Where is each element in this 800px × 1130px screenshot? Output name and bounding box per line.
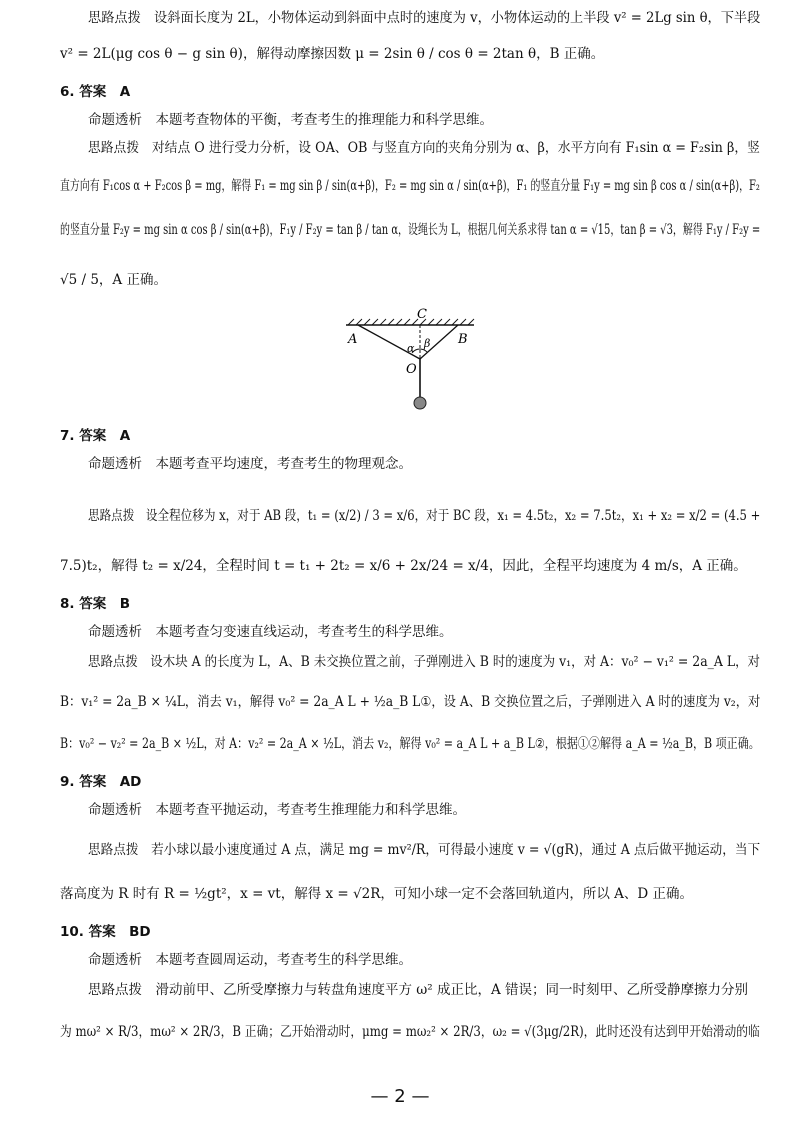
answer-heading: 8. 答案 B [60,596,131,612]
label-o: O [406,362,417,377]
label-b: B [458,332,468,347]
text-line: 思路点拨 设全程位移为 x，对于 AB 段，t₁ = (x/2) / 3 = x/6，对于 BC 段，x₁ = 4.5t₂，x₂ = 7.5t₂，x₁ + x₂ = x/2 = (4.5 + [88,508,761,524]
text-line: 思路点拨 对结点 O 进行受力分析，设 OA、OB 与竖直方向的夹角分别为 α、β，水平方向有 F₁sin α = F₂sin β，竖 [88,140,760,156]
text-line: 7.5)t₂，解得 t₂ = x/24，全程时间 t = t₁ + 2t₂ = x/6 + 2x/24 = x/4，因此，全程平均速度为 4 m/s，A 正确。 [60,558,747,574]
label-a: A [348,332,358,347]
text-line: 为 mω² × R/3，mω² × 2R/3，B 正确；乙开始滑动时，μmg = mω₂² × 2R/3，ω₂ = √(3μg/2R)，此时还没有达到甲开始滑动的临 [60,1024,760,1040]
text-line: 直方向有 F₁cos α + F₂cos β = mg，解得 F₁ = mg sin β / sin(α+β)，F₂ = mg sin α / sin(α+β)，F₁ 的竖直分量 F₁y = mg sin β cos α / sin(α+β)，F₂ [60,178,760,194]
answer-heading: 9. 答案 AD [60,774,142,790]
label-alpha: α [407,342,415,355]
force-diagram [330,305,490,415]
text-line: B：v₀² − v₂² = 2a_B × ½L，对 A：v₂² = 2a_A × ½L，消去 v₂，解得 v₀² = a_A L + a_B L②，根据①②解得 a_A = ½a_B，B 项正确。 [60,736,760,752]
text-line: 思路点拨 若小球以最小速度通过 A 点，满足 mg = mv²/R，可得最小速度 v = √(gR)，通过 A 点后做平抛运动，当下 [88,842,761,858]
text-line: B：v₁² = 2a_B × ¼L，消去 v₁，解得 v₀² = 2a_A L + ½a_B L①，设 A、B 交换位置之后，子弹刚进入 A 时的速度为 v₂，对 [60,694,761,710]
text-line: 命题透析 本题考查平均速度，考查考生的物理观念。 [88,456,412,472]
text-line: 思路点拨 滑动前甲、乙所受摩擦力与转盘角速度平方 ω² 成正比，A 错误；同一时刻甲、乙所受静摩擦力分别 [88,982,749,998]
text-line: 思路点拨 设木块 A 的长度为 L，A、B 未交换位置之前，子弹刚进入 B 时的速度为 v₁，对 A：v₀² − v₁² = 2a_A L，对 [88,654,761,670]
answer-heading: 7. 答案 A [60,428,131,444]
text-line: 命题透析 本题考查平抛运动，考查考生推理能力和科学思维。 [88,802,466,818]
text-line: √5 / 5，A 正确。 [60,272,167,288]
text-line: 思路点拨 设斜面长度为 2L，小物体运动到斜面中点时的速度为 v，小物体运动的上半段 v² = 2Lg sin θ，下半段 [88,10,761,26]
text-line: 的竖直分量 F₂y = mg sin α cos β / sin(α+β)，F₁y / F₂y = tan β / tan α，设绳长为 L，根据几何关系求得 tan α = √15，tan β = √3，解得 F₁y / F₂y = [60,222,761,238]
answer-heading: 10. 答案 BD [60,924,151,940]
label-beta: β [424,337,431,350]
answer-heading: 6. 答案 A [60,84,131,100]
text-line: v² = 2L(μg cos θ − g sin θ)，解得动摩擦因数 μ = 2sin θ / cos θ = 2tan θ，B 正确。 [60,46,605,62]
page-number: — 2 — [370,1086,430,1107]
text-line: 命题透析 本题考查圆周运动，考查考生的科学思维。 [88,952,412,968]
label-c: C [417,307,427,322]
text-line: 落高度为 R 时有 R = ½gt²，x = vt，解得 x = √2R，可知小球一定不会落回轨道内，所以 A、D 正确。 [60,886,694,902]
text-line: 命题透析 本题考查物体的平衡，考查考生的推理能力和科学思维。 [88,112,493,128]
text-line: 命题透析 本题考查匀变速直线运动，考查考生的科学思维。 [88,624,453,640]
